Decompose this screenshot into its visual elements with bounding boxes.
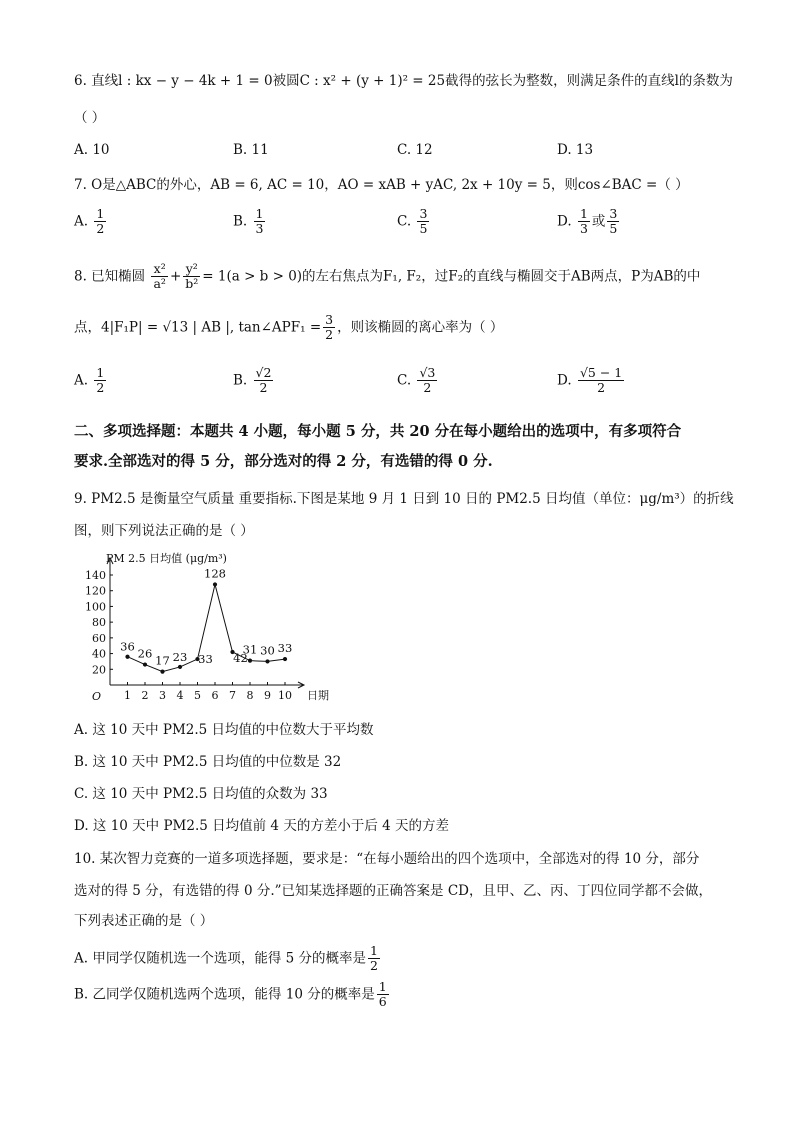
fraction: $\frac{1}{2}$: [96, 206, 105, 237]
fraction: $\frac{1}{6}$: [378, 979, 387, 1010]
q6-option-c: C. 12: [397, 142, 433, 158]
data-point: [248, 659, 252, 663]
q8-option-d: [557, 366, 626, 396]
origin-label: O: [92, 690, 102, 703]
data-label: 33: [277, 641, 293, 656]
q7-option-a: [74, 207, 108, 237]
q10-option-b: B. 乙同学仅随机选两个选项，能得 10 分的概率是 $\frac{1}{6}$: [74, 979, 387, 1010]
data-label: 17: [155, 653, 170, 668]
data-point: [178, 665, 182, 669]
q8-option-b: [233, 366, 275, 396]
x-axis-title: 日期: [307, 689, 329, 702]
y-tick-label: 60: [92, 631, 106, 645]
y-tick-label: 120: [85, 584, 106, 598]
section-heading-line1: 二、多项选择题：本题共 4 小题，每小题 5 分，共 20 分在每小题给出的选项中，有多项符合: [74, 423, 682, 440]
x-tick-label: 9: [264, 689, 271, 702]
q8-option-a: [74, 366, 108, 396]
fraction: $\frac{\text{x²}}{\text{a²}}$: [153, 261, 166, 292]
data-label: 31: [242, 642, 258, 657]
y-tick-label: 80: [92, 616, 106, 630]
section-heading-line2: 要求.全部选对的得 5 分，部分选对的得 2 分，有选错的得 0 分.: [74, 453, 493, 470]
q10-stem-line2: 选对的得 5 分，有选错的得 0 分.”已知某选择题的正确答案是 CD，且甲、乙、丙、丁四位同学都不会做，: [74, 883, 712, 899]
fraction: $\frac{√2}{2}$: [255, 365, 272, 396]
data-point: [143, 662, 147, 666]
option-label: A.: [74, 372, 89, 389]
fraction: $\frac{3}{5}$: [609, 206, 618, 237]
data-label: 128: [204, 566, 226, 581]
data-label: 33: [198, 652, 213, 667]
q9-option-b: B. 这 10 天中 PM2.5 日均值的中位数是 32: [74, 754, 342, 770]
fraction: $\frac{1}{3}$: [255, 206, 264, 237]
option-label: B.: [233, 372, 248, 389]
data-label: 30: [260, 643, 275, 658]
option-label: D.: [557, 213, 572, 230]
q9-option-a: A. 这 10 天中 PM2.5 日均值的中位数大于平均数: [74, 722, 374, 738]
option-label: B.: [233, 213, 248, 230]
y-tick-label: 100: [85, 600, 106, 614]
q7-stem: 7. O是△ABC的外心，AB = 6, AC = 10，AO = xAB + yAC, 2x + 10y = 5，则cos∠BAC =（ ）: [74, 177, 689, 193]
data-label: 42: [233, 651, 248, 665]
x-tick-label: 1: [124, 689, 131, 702]
data-label: 23: [172, 649, 188, 664]
q6-option-b: B. 11: [233, 142, 269, 158]
y-tick-label: 140: [85, 569, 106, 582]
x-tick-label: 3: [159, 689, 166, 702]
q9-stem-line2: 图，则下列说法正确的是（ ）: [74, 523, 254, 539]
x-tick-label: 5: [194, 689, 201, 702]
data-label: 36: [120, 639, 135, 654]
pm25-line-chart: [74, 552, 334, 712]
q6-option-a: A. 10: [74, 142, 110, 158]
option-label: D.: [557, 372, 572, 389]
data-label: 26: [137, 646, 153, 661]
q6-option-d: D. 13: [557, 142, 594, 158]
q10-option-a: A. 甲同学仅随机选一个选项，能得 5 分的概率是 $\frac{1}{2}$: [74, 943, 378, 974]
data-point: [160, 670, 164, 674]
q8-option-c: [397, 366, 439, 396]
fraction: $\frac{1}{2}$: [96, 365, 105, 396]
or-word: 或: [591, 213, 606, 230]
fraction: $\frac{√3}{2}$: [419, 365, 436, 396]
data-point: [125, 655, 129, 659]
x-tick-label: 2: [141, 689, 149, 702]
q9-option-c: C. 这 10 天中 PM2.5 日均值的众数为 33: [74, 786, 328, 802]
y-tick-label: 40: [92, 647, 106, 661]
q7-option-b: [233, 207, 267, 237]
fraction: $\frac{1}{3}$: [579, 206, 588, 237]
q7-option-c: [397, 207, 431, 237]
q10-stem-line1: 10. 某次智力竞赛的一道多项选择题，要求是：“在每小题给出的四个选项中，全部选对的得 10 分，部分: [74, 851, 700, 867]
fraction: $\frac{1}{2}$: [370, 943, 378, 974]
fraction: $\frac{3}{5}$: [419, 206, 428, 237]
fraction: $\frac{3}{2}$: [325, 312, 334, 343]
q9-option-d: D. 这 10 天中 PM2.5 日均值前 4 天的方差小于后 4 天的方差: [74, 818, 449, 834]
x-tick-label: 4: [176, 689, 184, 702]
q8-stem-line2: 点，4|F₁P| = √13 | AB |, tan∠APF₁ = $\frac{3}{2}$ ，则该椭圆的离心率为（ ）: [74, 312, 504, 343]
q8-stem-line1: 8. 已知椭圆 $\frac{\text{x²}}{\text{a²}}$ + $\frac{\text{y²}}{\text{b²}}$ = 1(a > b > 0)的左右焦点为F₁, F₂，过F₂的直线与椭圆交于AB两点，P为AB的中: [74, 261, 701, 292]
x-tick-label: 6: [211, 689, 219, 702]
data-point: [265, 659, 269, 663]
data-point: [283, 657, 287, 661]
option-label: C.: [397, 372, 412, 389]
q10-stem-line3: 下列表述正确的是（ ）: [74, 913, 214, 929]
y-tick-label: 20: [92, 663, 106, 677]
option-label: C.: [397, 213, 412, 230]
q9-stem-line1: 9. PM2.5 是衡量空气质量 重要指标.下图是某地 9 月 1 日到 10 日的 PM2.5 日均值（单位：μg/m³）的折线: [74, 491, 734, 507]
q7-option-d: [557, 207, 621, 237]
x-tick-label: 8: [246, 689, 254, 702]
x-tick-label: 7: [229, 689, 236, 702]
fraction: $\frac{√5 - 1}{2}$: [579, 365, 623, 396]
data-point: [213, 582, 217, 586]
x-tick-label: 10: [278, 689, 292, 702]
q6-stem-line1: 6. 直线l : kx − y − 4k + 1 = 0被圆C : x² + (y + 1)² = 25截得的弦长为整数，则满足条件的直线l的条数为: [74, 73, 733, 89]
fraction: $\frac{\text{y²}}{\text{b²}}$: [185, 261, 199, 292]
option-label: A.: [74, 213, 89, 230]
y-axis-title: PM 2.5 日均值 (μg/m³): [106, 552, 227, 565]
q6-answer-paren: （ ）: [74, 110, 106, 126]
